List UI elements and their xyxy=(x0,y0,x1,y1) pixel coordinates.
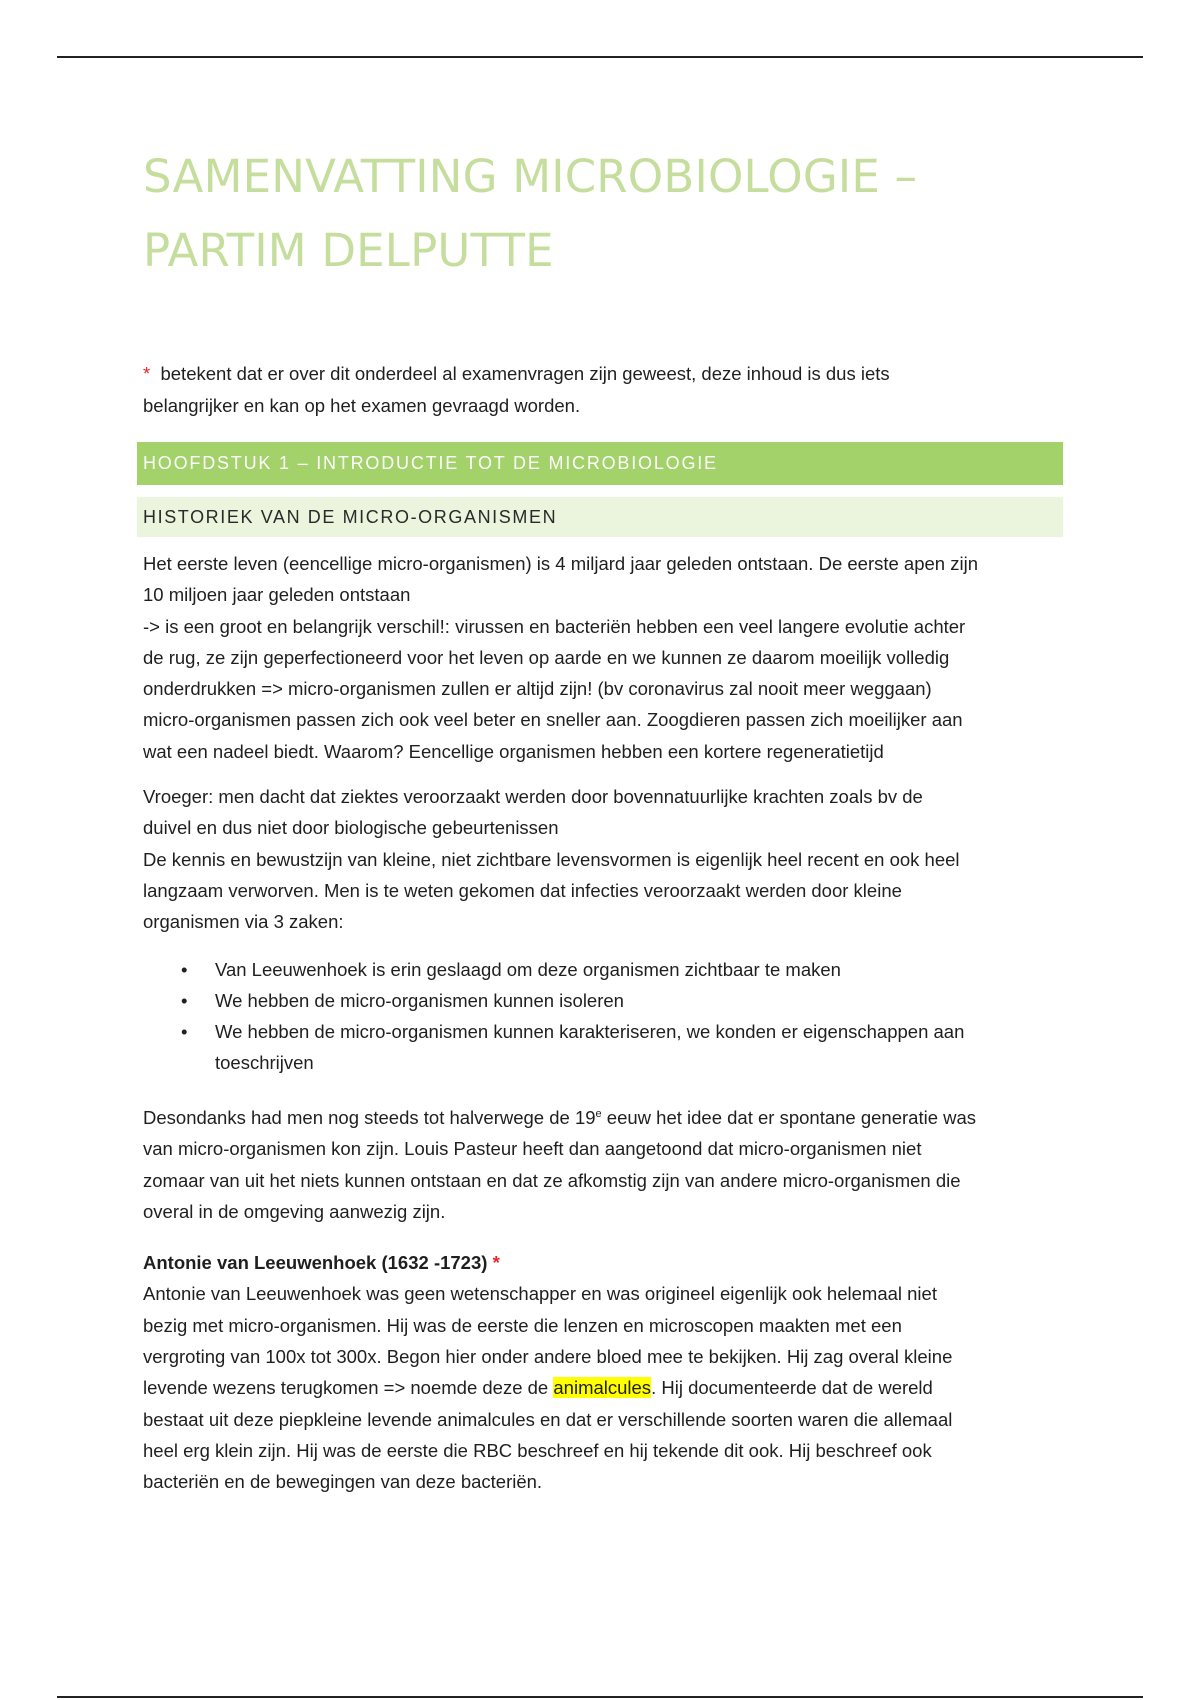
list-item xyxy=(143,954,1063,985)
subheading-text: Antonie van Leeuwenhoek (1632 -1723) xyxy=(143,1252,488,1274)
section-heading: HISTORIEK VAN DE MICRO-ORGANISMEN xyxy=(137,497,1063,537)
text-line: De kennis en bewustzijn van kleine, niet zichtbare levensvormen is eigenlijk heel recent en ook heel xyxy=(143,848,960,870)
text-line: wat een nadeel biedt. Waarom? Eencellige organismen hebben een kortere regeneratietijd xyxy=(143,740,884,762)
bullet-icon: • xyxy=(181,989,188,1011)
text-line: organismen via 3 zaken: xyxy=(143,911,344,933)
text-line: levende wezens terugkomen => noemde deze de xyxy=(143,1377,554,1399)
chapter-heading: HOOFDSTUK 1 – INTRODUCTIE TOT DE MICROBIOLOGIE xyxy=(137,442,1063,485)
bullet-icon: • xyxy=(181,1021,188,1043)
text-line: Desondanks had men nog steeds tot halverwege de 19 xyxy=(143,1106,596,1128)
document-body xyxy=(143,140,1063,1497)
text-line: -> is een groot en belangrijk verschil!: virussen en bacteriën hebben een veel langere evolutie achter xyxy=(143,615,966,637)
text-line: zomaar van uit het niets kunnen ontstaan en dat ze afkomstig zijn van andere micro-organismen die xyxy=(143,1169,961,1191)
subheading-leeuwenhoek xyxy=(143,1247,1063,1278)
text-line: eeuw het idee dat er spontane generatie was xyxy=(601,1106,977,1128)
text-line: Antonie van Leeuwenhoek was geen wetenschapper en was origineel eigenlijk ook helemaal niet xyxy=(143,1283,937,1305)
list-item xyxy=(143,985,1063,1016)
text-line: micro-organismen passen zich ook veel beter en sneller aan. Zoogdieren passen zich moeilijker aan xyxy=(143,709,963,731)
text-line: langzaam verworven. Men is te weten gekomen dat infecties veroorzaakt werden door kleine xyxy=(143,879,902,901)
list-item-text: toeschrijven xyxy=(215,1052,314,1074)
document-title xyxy=(143,140,1063,288)
text-line: de rug, ze zijn geperfectioneerd voor het leven op aarde en we kunnen ze daarom moeilijk volledig xyxy=(143,646,950,668)
bullet-icon: • xyxy=(181,958,188,980)
note-line-1: betekent dat er over dit onderdeel al examenvragen zijn geweest, deze inhoud is dus iets xyxy=(160,363,890,384)
text-line: bacteriën en de bewegingen van deze bacteriën. xyxy=(143,1471,543,1493)
footer-rule xyxy=(57,1696,1143,1698)
list-item-text: We hebben de micro-organismen kunnen karakteriseren, we konden er eigenschappen aan xyxy=(215,1021,965,1043)
paragraph-evolution xyxy=(143,548,1063,767)
text-line: Het eerste leven (eencellige micro-organismen) is 4 miljard jaar geleden ontstaan. De eerste apen zijn xyxy=(143,553,978,574)
important-star-icon: * xyxy=(143,363,151,384)
text-line: . Hij documenteerde dat de wereld xyxy=(651,1377,933,1399)
important-star-icon: * xyxy=(492,1252,500,1274)
text-line: heel erg klein zijn. Hij was de eerste die RBC beschreef en hij tekende dit ook. Hij beschreef ook xyxy=(143,1439,932,1461)
superscript: e xyxy=(595,1107,602,1120)
paragraph-leeuwenhoek xyxy=(143,1278,1063,1497)
header-rule xyxy=(57,56,1143,58)
text-line: bestaat uit deze piepkleine levende animalcules en dat er verschillende soorten waren die allemaal xyxy=(143,1408,953,1430)
list-item-text: We hebben de micro-organismen kunnen isoleren xyxy=(215,989,624,1011)
note-line-2: belangrijker en kan op het examen gevraagd worden. xyxy=(143,395,581,416)
list-item-text: Van Leeuwenhoek is erin geslaagd om deze organismen zichtbaar te maken xyxy=(215,958,841,980)
bullet-list xyxy=(143,954,1063,1079)
title-line-2: PARTIM DELPUTTE xyxy=(143,224,554,277)
paragraph-history xyxy=(143,781,1063,937)
text-line: duivel en dus niet door biologische gebeurtenissen xyxy=(143,817,559,839)
text-line: vergroting van 100x tot 300x. Begon hier onder andere bloed mee te bekijken. Hij zag overal kleine xyxy=(143,1345,953,1367)
text-line: overal in de omgeving aanwezig zijn. xyxy=(143,1200,446,1222)
text-line: van micro-organismen kon zijn. Louis Pasteur heeft dan aangetoond dat micro-organismen niet xyxy=(143,1138,922,1160)
highlighted-term: animalcules xyxy=(553,1377,652,1399)
text-line: onderdrukken => micro-organismen zullen er altijd zijn! (bv coronavirus zal nooit meer weggaan) xyxy=(143,678,932,700)
text-line: 10 miljoen jaar geleden ontstaan xyxy=(143,584,411,606)
title-line-1: SAMENVATTING MICROBIOLOGIE – xyxy=(143,150,918,203)
text-line: bezig met micro-organismen. Hij was de eerste die lenzen en microscopen maakten met een xyxy=(143,1314,902,1336)
list-item xyxy=(143,1016,1063,1079)
text-line: Vroeger: men dacht dat ziektes veroorzaakt werden door bovennatuurlijke krachten zoals bv de xyxy=(143,786,923,808)
paragraph-pasteur xyxy=(143,1099,1063,1227)
legend-note xyxy=(143,358,1063,422)
